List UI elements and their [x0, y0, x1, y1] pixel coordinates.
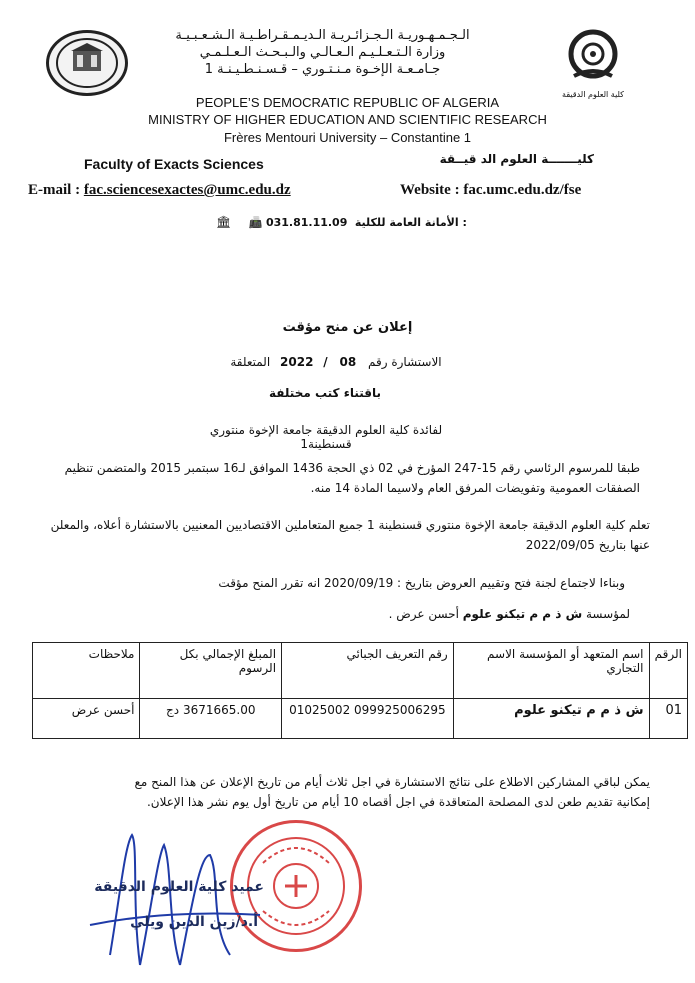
table-cell: ش ذ م م تيكنو علوم: [453, 699, 649, 739]
bank-icon: 🏛: [216, 215, 232, 229]
table-header-cell: رقم التعريف الجبائي: [282, 643, 454, 699]
phone-line: [216, 215, 467, 229]
consultation-line: [230, 355, 442, 369]
table-row: [33, 699, 688, 739]
table-header-cell: المبلغ الإجمالي بكل الرسوم: [140, 643, 282, 699]
header-fr-line3: Frères Mentouri University – Constantine 1: [223, 130, 472, 145]
handwritten-signature: [80, 815, 300, 975]
consult-suffix: المتعلقة: [230, 355, 271, 369]
award-table: [32, 642, 688, 739]
consult-number: 08: [339, 355, 357, 369]
table-header-row: [33, 643, 688, 699]
email-line: [28, 182, 291, 199]
signature-title: عميد كلية العلوم الدقيقة: [94, 879, 264, 895]
consult-year: 2022: [280, 355, 314, 369]
header-ar-line2: وزارة الـتـعـلـيـم الـعـالـي والـبـحـث الـعـلـمـي: [199, 45, 446, 60]
consult-prefix: الاستشارة رقم: [368, 355, 442, 369]
notice-para1: طبقا للمرسوم الرئاسي رقم 15-247 المؤرخ في 02 ذي الحجة 1436 الموافق لـ16 سبتمبر 2015 والمتضمن تنظيم الصفقات العمومية وتفويضات المرفق العام ولاسيما المادة 14 منه.: [64, 461, 640, 495]
header-ar-line1: الـجـمـهـوريـة الـجـزائـريـة الـديـمـقـراطـيـة الـشـعـبـيـة: [175, 28, 470, 43]
para4-company: ش ذ م م تيكنو علوم: [462, 607, 583, 621]
header-ar-line3: جـامـعـة الإخـوة مـنـتـوري – قـسـنـطـيـنـة 1: [204, 62, 441, 77]
table-header-cell: الرقم: [649, 643, 687, 699]
notice-para3: وبناءا لاجتماع لجنة فتح وتقييم العروض بتاريخ : 2020/09/19 انه تقرر المنح مؤقت: [218, 576, 625, 590]
notice-title: إعلان عن منح مؤقت: [282, 320, 413, 335]
notice-para4: [240, 607, 630, 621]
header-fr-line2: MINISTRY OF HIGHER EDUCATION AND SCIENTIFIC RESEARCH: [148, 112, 547, 127]
table-header-cell: ملاحظات: [33, 643, 140, 699]
para4-prefix: لمؤسسة: [586, 607, 630, 621]
faculty-logo: [558, 26, 628, 98]
notice-beneficiary: لفائدة كلية العلوم الدقيقة جامعة الإخوة منتوري قسنطينة1: [209, 423, 443, 451]
phone-label: الأمانة العامة للكلية :: [354, 216, 467, 229]
website-line[interactable]: Website : fac.umc.edu.dz/fse: [400, 182, 582, 198]
table-cell: 01: [649, 699, 687, 739]
fax-icon: 📠: [248, 216, 263, 229]
table-cell: 3671665.00 دج: [140, 699, 282, 739]
email-link[interactable]: fac.sciencesexactes@umc.edu.dz: [83, 182, 291, 198]
closing-text: يمكن لباقي المشاركين الاطلاع على نتائج الاستشارة في اجل ثلاث أيام من تاريخ الإعلان عن هذا المنح مع إمكانية تقديم طعن لدى المصلحة المتعاقدة في اجل أقصاه 10 أيام من تاريخ أول يوم نشر هذا الإعلان.: [134, 775, 650, 809]
notice-subject: باقتناء كتب مختلفة: [268, 386, 382, 400]
signature-name: أ.د/زين الدين ويلي: [130, 914, 258, 930]
table-cell: 099925006295 01025002: [282, 699, 454, 739]
table-header-cell: اسم المتعهد أو المؤسسة الاسم التجاري: [453, 643, 649, 699]
table-cell: أحسن عرض: [33, 699, 140, 739]
faculty-name-en: Faculty of Exacts Sciences: [84, 156, 264, 172]
notice-para2: تعلم كلية العلوم الدقيقة جامعة الإخوة منتوري قسنطينة 1 جميع المتعاملين الاقتصاديين المعنيين بالاستشارة أعلاه، والمعلن عنها بتاريخ 2022/09/05: [50, 518, 650, 552]
university-logo: [46, 30, 128, 96]
header-fr-line1: PEOPLE’S DEMOCRATIC REPUBLIC OF ALGERIA: [195, 95, 500, 110]
phone-number: 031.81.11.09: [265, 216, 348, 229]
faculty-logo-caption: كلية العلوم الدقيقة: [562, 90, 624, 99]
faculty-name-ar: كليـــــــة العلوم الد قيــقة: [439, 152, 594, 166]
para4-suffix: أحسن عرض .: [388, 607, 459, 621]
atom-icon: [558, 26, 628, 86]
university-emblem-icon: [49, 33, 125, 93]
email-label: E-mail :: [28, 182, 81, 198]
consult-slash: /: [323, 355, 328, 369]
